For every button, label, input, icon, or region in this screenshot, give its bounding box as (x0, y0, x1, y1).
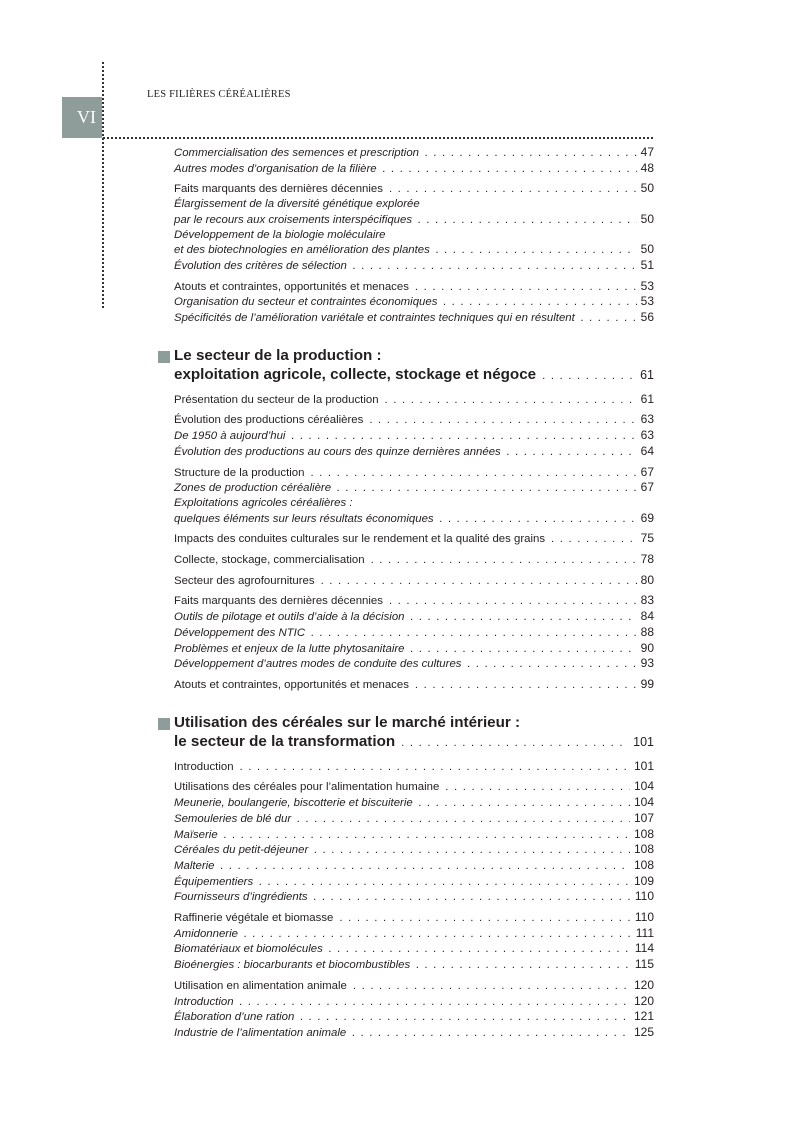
leader-dots (410, 642, 636, 657)
leader-dots (551, 532, 637, 547)
toc-entry[interactable]: Faits marquants des dernières décennies . . . 50 (174, 181, 654, 197)
toc-entry[interactable]: Amidonnerie . . . 111 (174, 926, 654, 942)
leader-dots (507, 445, 637, 460)
leader-dots (419, 796, 630, 811)
leader-dots (440, 512, 637, 527)
chapter-heading-production[interactable]: Le secteur de la production : exploitation agricole, collecte, stockage et négoce . . . 61 (174, 346, 654, 386)
square-bullet-icon (158, 718, 170, 730)
toc-entry[interactable]: Bioénergies : biocarburants et biocombustibles . . . 115 (174, 957, 654, 973)
toc-entry[interactable]: Spécificités de l’amélioration variétale et contraintes techniques qui en résultent . . . 56 (174, 310, 654, 326)
toc-entry[interactable]: Faits marquants des dernières décennies . . . 83 (174, 593, 654, 609)
leader-dots (314, 843, 630, 858)
leader-dots (542, 367, 636, 386)
toc-entry[interactable]: Collecte, stockage, commercialisation . . . 78 (174, 552, 654, 568)
toc-entry[interactable]: Utilisation en alimentation animale . . . 120 (174, 978, 654, 994)
leader-dots (240, 995, 630, 1010)
vertical-dotted-rule (102, 62, 104, 308)
leader-dots (297, 812, 630, 827)
folio-tab: VI (62, 97, 102, 138)
leader-dots (416, 958, 631, 973)
leader-dots (401, 734, 629, 753)
toc-entry[interactable]: Céréales du petit-déjeuner . . . 108 (174, 842, 654, 858)
toc-entry[interactable]: Meunerie, boulangerie, biscotterie et biscuiterie . . . 104 (174, 795, 654, 811)
leader-dots (321, 574, 637, 589)
toc-entry[interactable]: Organisation du secteur et contraintes économiques . . . 53 (174, 294, 654, 310)
toc-entry[interactable]: Atouts et contraintes, opportunités et menaces . . . 99 (174, 677, 654, 693)
toc-entry[interactable]: Biomatériaux et biomolécules . . . 114 (174, 941, 654, 957)
toc-entry[interactable]: Zones de production céréalière . . . 67 (174, 480, 654, 496)
toc-entry[interactable]: Fournisseurs d’ingrédients . . . 110 (174, 889, 654, 905)
toc-entry[interactable]: par le recours aux croisements interspécifiques . . . 50 (174, 212, 654, 228)
leader-dots (445, 780, 630, 795)
toc-entry[interactable]: Développement des NTIC . . . 88 (174, 625, 654, 641)
leader-dots (425, 146, 637, 161)
toc-entry[interactable]: Atouts et contraintes, opportunités et menaces . . . 53 (174, 279, 654, 295)
toc-entry[interactable]: Autres modes d’organisation de la filière . . . 48 (174, 161, 654, 177)
leader-dots (291, 429, 636, 444)
leader-dots (383, 162, 637, 177)
leader-dots (353, 979, 630, 994)
toc-entry[interactable]: De 1950 à aujourd’hui . . . 63 (174, 428, 654, 444)
leader-dots (415, 678, 637, 693)
toc-entry[interactable]: Impacts des conduites culturales sur le rendement et la qualité des grains . . . 75 (174, 531, 654, 547)
leader-dots (371, 553, 637, 568)
toc-entry[interactable]: Évolution des critères de sélection . . . 51 (174, 258, 654, 274)
leader-dots (443, 295, 636, 310)
leader-dots (240, 760, 630, 775)
leader-dots (467, 657, 636, 672)
toc-entry[interactable]: quelques éléments sur leurs résultats économiques . . . 69 (174, 511, 654, 527)
leader-dots (415, 280, 637, 295)
leader-dots (310, 466, 636, 481)
toc-entry[interactable]: Secteur des agrofournitures . . . 80 (174, 573, 654, 589)
leader-dots (389, 182, 637, 197)
toc-entry[interactable]: Équipementiers . . . 109 (174, 874, 654, 890)
leader-dots (314, 890, 631, 905)
leader-dots (353, 259, 637, 274)
toc-entry[interactable]: Évolution des productions au cours des quinze dernières années . . . 64 (174, 444, 654, 460)
toc-entry[interactable]: Structure de la production . . . 67 (174, 465, 654, 481)
leader-dots (244, 927, 632, 942)
toc-entry[interactable]: Développement d’autres modes de conduite des cultures . . . 93 (174, 656, 654, 672)
toc-entry[interactable]: Évolution des productions céréalières . . . 63 (174, 412, 654, 428)
table-of-contents (174, 145, 654, 1041)
leader-dots (311, 626, 637, 641)
leader-dots (411, 610, 637, 625)
leader-dots (581, 311, 637, 326)
toc-entry[interactable]: Industrie de l’alimentation animale . . . 125 (174, 1025, 654, 1041)
toc-entry[interactable]: Semouleries de blé dur . . . 107 (174, 811, 654, 827)
leader-dots (224, 828, 630, 843)
leader-dots (300, 1010, 630, 1025)
leader-dots (329, 942, 631, 957)
toc-entry[interactable]: Élaboration d’une ration . . . 121 (174, 1009, 654, 1025)
toc-entry[interactable]: Présentation du secteur de la production . . . 61 (174, 392, 654, 408)
horizontal-dotted-rule (103, 137, 653, 139)
leader-dots (369, 413, 636, 428)
toc-entry[interactable]: Outils de pilotage et outils d’aide à la décision . . . 84 (174, 609, 654, 625)
leader-dots (436, 243, 637, 258)
leader-dots (339, 911, 631, 926)
leader-dots (221, 859, 630, 874)
leader-dots (389, 594, 637, 609)
leader-dots (385, 393, 637, 408)
square-bullet-icon (158, 351, 170, 363)
toc-entry-line1[interactable]: Élargissement de la diversité génétique explorée (174, 198, 420, 211)
leader-dots (337, 481, 637, 496)
toc-entry[interactable]: Malterie . . . 108 (174, 858, 654, 874)
toc-entry-line1[interactable]: Développement de la biologie moléculaire (174, 228, 386, 241)
toc-entry[interactable]: Introduction . . . 101 (174, 759, 654, 775)
toc-entry[interactable]: Commercialisation des semences et prescription . . . 47 (174, 145, 654, 161)
leader-dots (418, 213, 637, 228)
toc-entry[interactable]: Utilisations des céréales pour l’alimentation humaine . . . 104 (174, 779, 654, 795)
toc-entry-line1[interactable]: Exploitations agricoles céréalières : (174, 496, 353, 509)
toc-entry[interactable]: Maïserie . . . 108 (174, 827, 654, 843)
toc-entry[interactable]: Raffinerie végétale et biomasse . . . 110 (174, 910, 654, 926)
toc-entry[interactable]: Introduction . . . 120 (174, 994, 654, 1010)
toc-entry[interactable]: et des biotechnologies en amélioration des plantes . . . 50 (174, 242, 654, 258)
chapter-heading-transformation[interactable]: Utilisation des céréales sur le marché intérieur : le secteur de la transformation . . . 101 (174, 713, 654, 753)
toc-entry[interactable]: Problèmes et enjeux de la lutte phytosanitaire . . . 90 (174, 641, 654, 657)
leader-dots (259, 875, 630, 890)
leader-dots (352, 1026, 630, 1041)
running-head: LES FILIÈRES CÉRÉALIÈRES (147, 89, 291, 100)
